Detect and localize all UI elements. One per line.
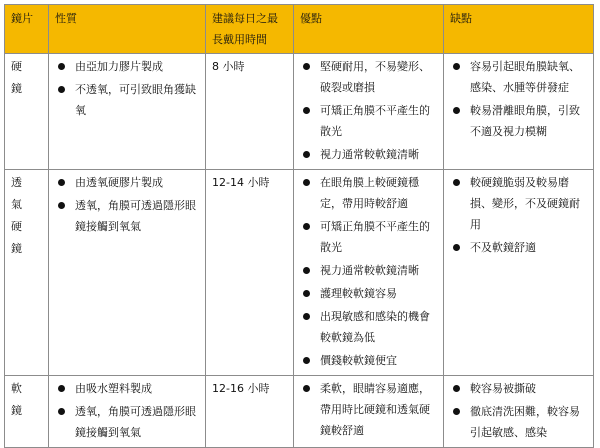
bullet-icon [303, 107, 310, 114]
bullet-icon [303, 63, 310, 70]
header-lens: 鏡片 [5, 5, 49, 54]
list-item-text: 可矯正角膜不平產生的散光 [320, 104, 430, 138]
list-item [450, 401, 587, 443]
bullet-icon [453, 408, 460, 415]
advantages-cell-list [300, 378, 437, 441]
hours-cell: 12-14 小時 [206, 170, 294, 376]
list-item-text: 由透氧硬膠片製成 [75, 176, 163, 189]
advantages-cell-list [300, 56, 437, 165]
list-item-text: 護理較軟鏡容易 [320, 287, 397, 300]
hours-cell: 12-16 小時 [206, 376, 294, 448]
table-row [5, 170, 594, 376]
header-properties: 性質 [49, 5, 206, 54]
disadvantages-cell-list [450, 56, 587, 142]
lens-name-cell [5, 54, 49, 170]
disadvantages-cell [444, 376, 594, 448]
list-item-text: 較硬鏡脆弱及較易磨損、變形，不及硬鏡耐用 [470, 176, 580, 231]
header-hours: 建議每日之最長戴用時間 [206, 5, 294, 54]
properties-cell-list [55, 378, 199, 443]
bullet-icon [303, 313, 310, 320]
list-item [55, 401, 199, 443]
list-item [300, 283, 437, 304]
list-item [300, 216, 437, 258]
lens-name: 軟 鏡 [11, 382, 22, 417]
list-item-text: 在眼角膜上較硬鏡穩定，帶用時較舒適 [320, 176, 419, 210]
bullet-icon [58, 202, 65, 209]
list-item [300, 100, 437, 142]
list-item-text: 不及軟鏡舒適 [470, 241, 536, 254]
header-advantages: 優點 [294, 5, 444, 54]
disadvantages-cell [444, 54, 594, 170]
advantages-cell [294, 376, 444, 448]
bullet-icon [453, 63, 460, 70]
properties-cell-list [55, 56, 199, 121]
bullet-icon [303, 223, 310, 230]
list-item [300, 350, 437, 371]
bullet-icon [58, 408, 65, 415]
bullet-icon [58, 63, 65, 70]
properties-cell [49, 376, 206, 448]
list-item-text: 徹底清洗困難，較容易引起敏感、感染 [470, 405, 580, 439]
table-body [5, 54, 594, 448]
bullet-icon [303, 385, 310, 392]
list-item [300, 378, 437, 441]
hours-cell: 8 小時 [206, 54, 294, 170]
lens-name-cell [5, 376, 49, 448]
list-item-text: 容易引起眼角膜缺氧、感染、水腫等併發症 [470, 60, 580, 94]
bullet-icon [453, 385, 460, 392]
contact-lens-comparison-table [4, 4, 594, 448]
list-item-text: 較容易被撕破 [470, 382, 536, 395]
bullet-icon [303, 267, 310, 274]
table-row [5, 376, 594, 448]
list-item [55, 172, 199, 193]
list-item [55, 195, 199, 237]
list-item [300, 56, 437, 98]
table-row [5, 54, 594, 170]
list-item [55, 378, 199, 399]
list-item-text: 不透氧，可引致眼角獲缺氧 [75, 83, 196, 117]
list-item-text: 出現敏感和感染的機會較軟鏡為低 [320, 310, 430, 344]
list-item-text: 可矯正角膜不平產生的散光 [320, 220, 430, 254]
list-item-text: 柔軟，眼睛容易適應，帶用時比硬鏡和透氣硬鏡較舒適 [320, 382, 430, 437]
header-disadvantages: 缺點 [444, 5, 594, 54]
bullet-icon [303, 290, 310, 297]
list-item [450, 56, 587, 98]
bullet-icon [303, 151, 310, 158]
lens-name-cell [5, 170, 49, 376]
bullet-icon [58, 385, 65, 392]
list-item [300, 260, 437, 281]
bullet-icon [453, 244, 460, 251]
list-item-text: 由亞加力膠片製成 [75, 60, 163, 73]
lens-name: 硬 鏡 [11, 60, 22, 95]
list-item [450, 172, 587, 235]
bullet-icon [303, 179, 310, 186]
bullet-icon [453, 179, 460, 186]
list-item-text: 堅硬耐用，不易變形、破裂或磨損 [320, 60, 430, 94]
advantages-cell [294, 54, 444, 170]
table-header [5, 5, 594, 54]
list-item [55, 79, 199, 121]
list-item-text: 透氧，角膜可透過隱形眼鏡接觸到氧氣 [75, 199, 196, 233]
bullet-icon [303, 357, 310, 364]
list-item [450, 100, 587, 142]
disadvantages-cell [444, 170, 594, 376]
header-row [5, 5, 594, 54]
advantages-cell [294, 170, 444, 376]
list-item [300, 172, 437, 214]
list-item [450, 378, 587, 399]
properties-cell [49, 54, 206, 170]
list-item-text: 較易滑離眼角膜，引致不適及視力模糊 [470, 104, 580, 138]
list-item [450, 237, 587, 258]
bullet-icon [58, 86, 65, 93]
list-item [55, 56, 199, 77]
list-item-text: 價錢較軟鏡便宜 [320, 354, 397, 367]
list-item-text: 透氧，角膜可透過隱形眼鏡接觸到氧氣 [75, 405, 196, 439]
properties-cell-list [55, 172, 199, 237]
disadvantages-cell-list [450, 378, 587, 443]
bullet-icon [58, 179, 65, 186]
lens-name: 透 氣 硬 鏡 [11, 176, 22, 255]
properties-cell [49, 170, 206, 376]
list-item-text: 視力通常較軟鏡清晰 [320, 264, 419, 277]
bullet-icon [453, 107, 460, 114]
list-item [300, 306, 437, 348]
disadvantages-cell-list [450, 172, 587, 258]
advantages-cell-list [300, 172, 437, 371]
list-item [300, 144, 437, 165]
list-item-text: 由吸水塑料製成 [75, 382, 152, 395]
list-item-text: 視力通常較軟鏡清晰 [320, 148, 419, 161]
